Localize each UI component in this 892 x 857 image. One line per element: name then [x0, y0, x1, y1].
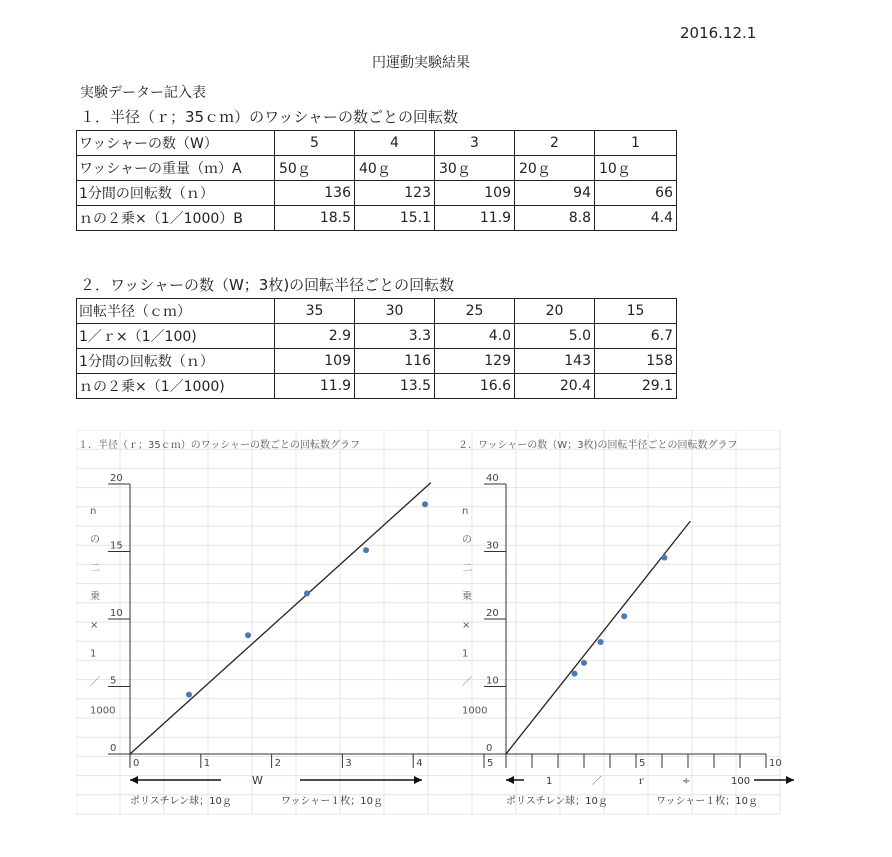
table-row: [77, 156, 677, 181]
cell: 143: [515, 349, 595, 374]
chart1-x-tick-label: 4: [416, 758, 423, 769]
chart1-ylabel-char: 乗: [90, 591, 100, 603]
chart2-x-tick-label: 10: [769, 758, 782, 769]
chart2-xlabel-part: 100: [731, 776, 751, 787]
chart2-footer-right: ワッシャー１枚；10ｇ: [656, 796, 759, 807]
cell: 15.1: [355, 206, 435, 231]
table-row: [77, 374, 677, 399]
cell: 6.7: [595, 324, 677, 349]
cell: 2.9: [275, 324, 355, 349]
cell: 35: [275, 299, 355, 324]
cell: 16.6: [435, 374, 515, 399]
chart1-footer-left: ポリスチレン球；10ｇ: [130, 796, 232, 807]
cell: 18.5: [275, 206, 355, 231]
chart1-ylabel-char: ／: [90, 677, 100, 688]
row-label: 1分間の回転数（ｎ）: [77, 349, 275, 374]
row-label: 回転半径（ｃｍ）: [77, 299, 275, 324]
chart1-x-tick-label: 0: [133, 758, 140, 769]
table-row: [77, 299, 677, 324]
cell: 129: [435, 349, 515, 374]
chart2-point: [581, 660, 587, 666]
table2: [76, 298, 677, 399]
table1: [76, 130, 677, 231]
cell: 116: [355, 349, 435, 374]
chart1-point: [186, 692, 192, 698]
table-row: [77, 324, 677, 349]
row-label: ワッシャーの数（W）: [77, 131, 275, 156]
chart2-y-tick-label: 40: [486, 473, 499, 484]
table-row: [77, 181, 677, 206]
chart2-ylabel-char: 1: [462, 648, 469, 660]
cell: 20.4: [515, 374, 595, 399]
chart1-ylabel-char: n: [90, 506, 97, 517]
chart2-xlabel-part: ｒ: [636, 776, 646, 787]
chart1-title: １．半径（ｒ；35ｃｍ）のワッシャーの数ごとの回転数グラフ: [78, 440, 361, 451]
chart2-xlabel-part: 1: [546, 776, 553, 787]
chart1-ylabel-char: 二: [90, 563, 100, 574]
chart1-y-tick-label: 5: [110, 675, 117, 687]
chart2-ylabel-char: 二: [462, 563, 472, 574]
chart2-y-tick-label: 10: [486, 675, 499, 687]
cell: 30ｇ: [435, 156, 515, 181]
chart2-xlabel-part: ／: [592, 776, 602, 787]
cell: 29.1: [595, 374, 677, 399]
chart2-y-tick-label: 20: [486, 608, 499, 619]
cell: 94: [515, 181, 595, 206]
chart1-x-tick-label: 2: [274, 758, 281, 769]
chart1-point: [304, 590, 310, 596]
cell: 10ｇ: [595, 156, 677, 181]
chart2-y-tick-label: 30: [486, 540, 499, 552]
row-label: ｎの２乗×（1／1000): [77, 374, 275, 399]
cell: 109: [275, 349, 355, 374]
chart1-x-tick-label: 1: [203, 758, 211, 769]
chart2-right-arrow-head: [786, 776, 794, 784]
cell: 15: [595, 299, 677, 324]
row-label: 1分間の回転数（ｎ）: [77, 181, 275, 206]
chart2-ylabel-char: 1000: [462, 705, 488, 717]
chart1-point: [245, 632, 251, 638]
chart2-xlabel-part: ÷: [682, 776, 691, 787]
subtitle: 実験データー記入表: [80, 85, 206, 101]
cell: 4.0: [435, 324, 515, 349]
chart1-ylabel-char: 1: [90, 648, 97, 660]
chart2-footer-left: ポリスチレン球；10ｇ: [506, 796, 608, 807]
cell: 8.8: [515, 206, 595, 231]
charts-sheet: [76, 430, 800, 820]
cell: 40ｇ: [355, 156, 435, 181]
chart1-y-tick-label: 10: [110, 608, 123, 619]
cell: 158: [595, 349, 677, 374]
cell: 25: [435, 299, 515, 324]
table-row: [77, 131, 677, 156]
chart1-ylabel-char: の: [90, 534, 100, 546]
cell: 1: [595, 131, 677, 156]
chart2-x-tick-label: 5: [639, 758, 646, 769]
cell: 20ｇ: [515, 156, 595, 181]
cell: 3: [435, 131, 515, 156]
cell: 11.9: [275, 374, 355, 399]
chart2-ylabel-char: の: [462, 534, 472, 546]
chart2-point: [621, 613, 627, 619]
cell: 20: [515, 299, 595, 324]
cell: 109: [435, 181, 515, 206]
page-title: 円運動実験結果: [372, 55, 470, 71]
cell: 2: [515, 131, 595, 156]
cell: 66: [595, 181, 677, 206]
cell: 3.3: [355, 324, 435, 349]
cell: 30: [355, 299, 435, 324]
chart1-x-tick-label: 3: [345, 758, 352, 769]
chart1-point: [422, 501, 428, 507]
chart2-left-arrow-head: [506, 776, 514, 784]
row-label: ｎの２乗×（1／1000）B: [77, 206, 275, 231]
cell: 5: [275, 131, 355, 156]
table1-heading: １．半径（ｒ；35ｃｍ）のワッシャーの数ごとの回転数: [80, 108, 459, 126]
chart1-ylabel-char: ×: [90, 620, 99, 631]
chart2-ylabel-char: 乗: [462, 591, 472, 603]
chart1-footer-right: ワッシャー１枚；10ｇ: [281, 796, 384, 807]
chart2-point: [661, 555, 667, 561]
chart2-ylabel-char: ／: [462, 677, 472, 688]
cell: 4.4: [595, 206, 677, 231]
chart1-x-tick-label: 5: [487, 758, 494, 769]
chart1-point: [363, 547, 369, 553]
cell: 5.0: [515, 324, 595, 349]
chart1-y-tick-label: 20: [110, 473, 123, 484]
chart1-ylabel-char: 1000: [90, 705, 116, 717]
chart1-y-tick-label: 0: [110, 743, 117, 754]
cell: 123: [355, 181, 435, 206]
table-row: [77, 349, 677, 374]
date: 2016.12.1: [680, 24, 757, 42]
chart1-y-tick-label: 15: [110, 540, 123, 552]
chart2-ylabel-char: ×: [462, 620, 471, 631]
chart1-left-arrow-head: [130, 776, 138, 784]
chart2-point: [598, 639, 604, 645]
chart2-title: ２．ワッシャーの数（W；3枚)の回転半径ごとの回転数グラフ: [458, 440, 738, 451]
row-label: ワッシャーの重量（ｍ）A: [77, 156, 275, 181]
cell: 50ｇ: [275, 156, 355, 181]
chart2-y-tick-label: 0: [486, 743, 493, 754]
cell: 11.9: [435, 206, 515, 231]
cell: 136: [275, 181, 355, 206]
chart2-point: [572, 671, 578, 677]
chart2-ylabel-char: n: [462, 506, 469, 517]
cell: 4: [355, 131, 435, 156]
table-row: [77, 206, 677, 231]
cell: 13.5: [355, 374, 435, 399]
row-label: 1／ｒ×（1／100): [77, 324, 275, 349]
chart1-trendline: [130, 483, 431, 754]
chart1-right-arrow-head: [414, 776, 422, 784]
chart1-xlabel: W: [252, 774, 263, 787]
table2-heading: ２．ワッシャーの数（W；3枚)の回転半径ごとの回転数: [80, 276, 455, 294]
